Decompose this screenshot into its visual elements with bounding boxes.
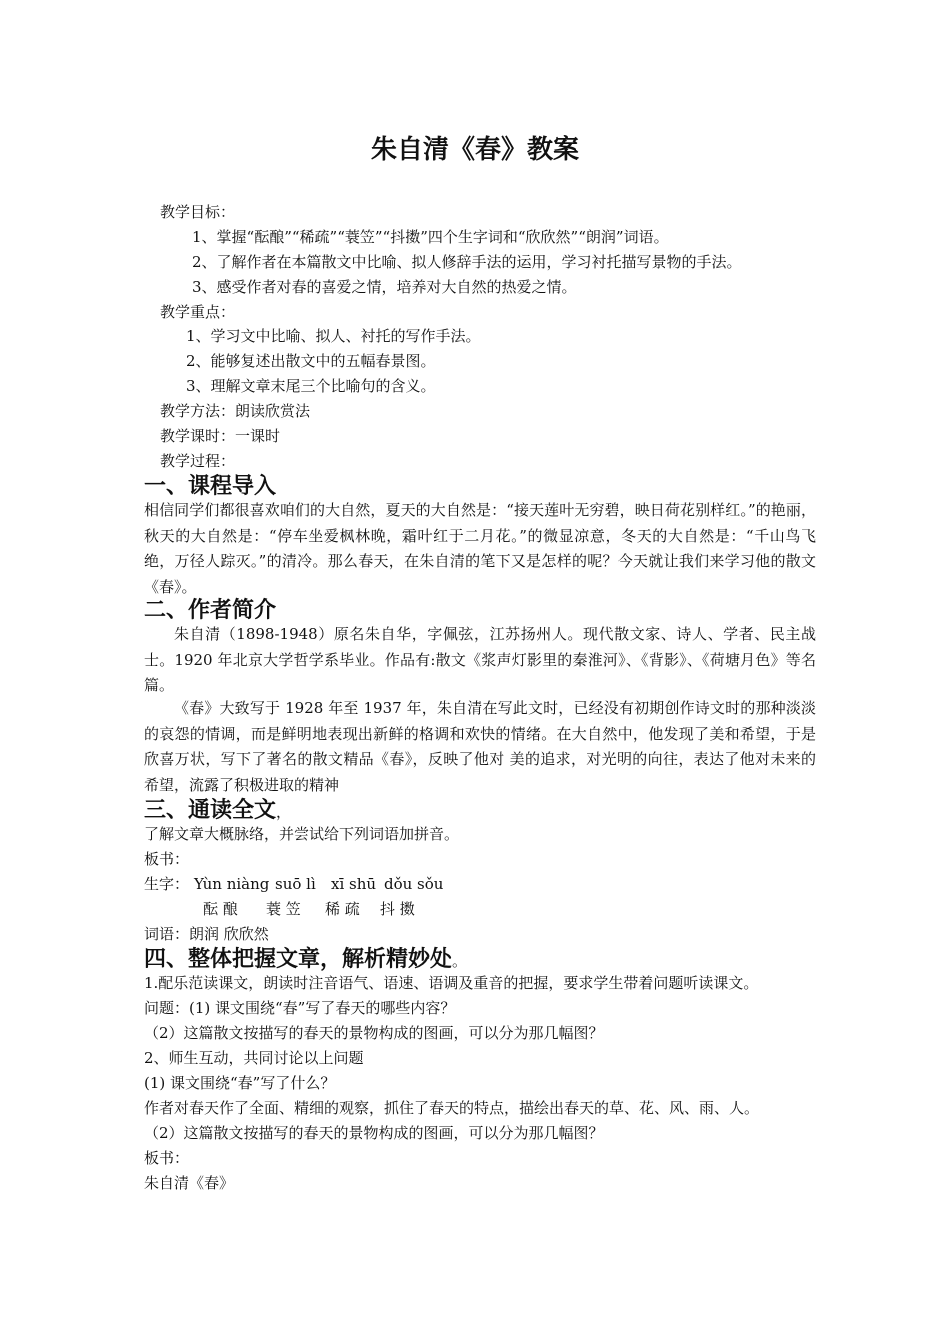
heading-punctuation: ， bbox=[276, 803, 292, 821]
shengzi-label: 生字： bbox=[144, 875, 190, 893]
hanzi-suoli: 蓑 笠 bbox=[266, 900, 301, 918]
hanzi-yunniang: 酝 酿 bbox=[203, 900, 238, 918]
analysis-line: （2）这篇散文按描写的春天的景物构成的图画，可以分为那几幅图？ bbox=[144, 1124, 604, 1142]
board-label: 板书： bbox=[144, 850, 190, 868]
pinyin-suoli: suō lì bbox=[275, 875, 316, 893]
analysis-line: 板书： bbox=[144, 1149, 190, 1167]
author-paragraph: 朱自清（1898-1948）原名朱自华，字佩弦，江苏扬州人。现代散文家、诗人、学者、民主战士。1920 年北京大学哲学系毕业。作品有:散文《浆声灯影里的秦淮河》、《背影》、《荷塘月色》等名篇。 bbox=[144, 625, 816, 694]
document-title: 朱自清《春》教案 bbox=[370, 135, 579, 165]
section-heading-reading-text: 三、通读全文 bbox=[144, 797, 277, 823]
analysis-line: （2）这篇散文按描写的春天的景物构成的图画，可以分为那几幅图？ bbox=[144, 1024, 604, 1042]
method-line: 教学方法：朗读欣赏法 bbox=[160, 402, 311, 420]
process-line: 教学过程： bbox=[160, 452, 236, 470]
reading-intro: 了解文章大概脉络，并尝试给下列词语加拼音。 bbox=[144, 825, 460, 843]
analysis-line: 朱自清《春》 bbox=[144, 1174, 235, 1192]
analysis-line: 问题：(1) 课文围绕“春”写了春天的哪些内容？ bbox=[144, 999, 456, 1017]
analysis-line: 1.配乐范读课文，朗读时注音语气、语速、语调及重音的把握，要求学生带着问题听读课文。 bbox=[144, 974, 759, 992]
pinyin-xishu: xī shū bbox=[331, 875, 377, 893]
objective-item: 2、了解作者在本篇散文中比喻、拟人修辞手法的运用，学习衬托描写景物的手法。 bbox=[192, 253, 742, 271]
analysis-line: (1) 课文围绕“春”写了什么？ bbox=[144, 1074, 336, 1092]
focus-label: 教学重点： bbox=[160, 303, 236, 321]
analysis-line: 2、师生互动，共同讨论以上问题 bbox=[144, 1049, 364, 1067]
focus-item: 1、学习文中比喻、拟人、衬托的写作手法。 bbox=[186, 327, 481, 345]
intro-paragraph: 相信同学们都很喜欢咱们的大自然，夏天的大自然是：“接天莲叶无穷碧，映日荷花别样红。”的艳丽，秋天的大自然是：“停车坐爱枫林晚，霜叶红于二月花。”的微显凉意，冬天的大自然是：“千山鸟飞绝，万径人踪灭。”的清冷。那么春天，在朱自清的笔下又是怎样的呢？今天就让我们来学习他的散文《春》。 bbox=[144, 501, 816, 596]
section-heading-analysis-text: 四、整体把握文章，解析精妙处 bbox=[144, 946, 453, 972]
analysis-line: 作者对春天作了全面、精细的观察，抓住了春天的特点，描绘出春天的草、花、风、雨、人。 bbox=[144, 1099, 760, 1117]
section-heading-author: 二、作者简介 bbox=[144, 597, 277, 623]
objectives-label: 教学目标： bbox=[160, 203, 236, 221]
hours-line: 教学课时：一课时 bbox=[160, 427, 281, 445]
heading-punctuation: 。 bbox=[452, 952, 468, 970]
background-paragraph: 《春》大致写于 1928 年至 1937 年，朱自清在写此文时，已经没有初期创作诗文时的那种淡淡的哀怨的情调，而是鲜明地表现出新鲜的格调和欢快的情绪。在大自然中，他发现了美和希望，于是欣喜万状，写下了著名的散文精品《春》，反映了他对 美的追求，对光明的向往，表达了他对未来的希望，流露了积极进取的精神 bbox=[144, 699, 816, 794]
pinyin-dousou: dǒu sǒu bbox=[384, 875, 444, 893]
focus-item: 2、能够复述出散文中的五幅春景图。 bbox=[186, 352, 436, 370]
objective-item: 3、感受作者对春的喜爱之情，培养对大自然的热爱之情。 bbox=[192, 278, 577, 296]
hanzi-dousou: 抖 擞 bbox=[380, 900, 415, 918]
objective-item: 1、掌握“酝酿”“稀疏”“蓑笠”“抖擞”四个生字词和“欣欣然”“朗润”词语。 bbox=[192, 228, 669, 246]
hanzi-xishu: 稀 疏 bbox=[325, 900, 360, 918]
pinyin-yunniang: Yùn niàng bbox=[194, 875, 270, 893]
ciyu-line: 词语：朗润 欣欣然 bbox=[144, 925, 269, 943]
focus-item: 3、理解文章末尾三个比喻句的含义。 bbox=[186, 377, 436, 395]
section-heading-intro: 一、课程导入 bbox=[144, 473, 277, 499]
